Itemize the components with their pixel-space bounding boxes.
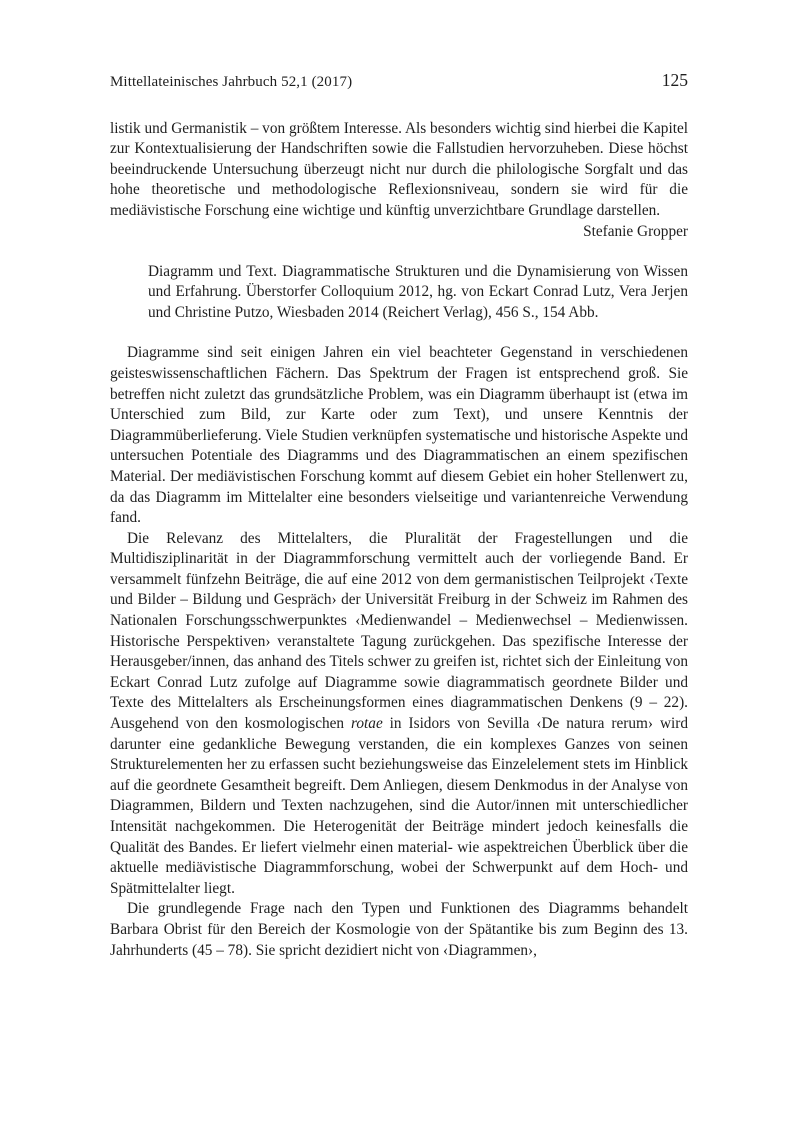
review-bibliographic-citation: Diagramm und Text. Diagrammatische Strukturen und die Dynamisierung von Wissen und Erfahrung. Überstorfer Colloquium 2012, hg. von Eckart Conrad Lutz, Vera Jerjen und Christine Putzo, Wiesbaden 2014 (Reichert Verlag), 456 S., 154 Abb.	[148, 262, 688, 321]
page-body	[110, 119, 688, 962]
review-paragraph-1: Diagramme sind seit einigen Jahren ein viel beachteter Gegenstand in verschiedenen geisteswissenschaftlichen Fächern. Das Spektrum der Fragen ist entsprechend groß. Sie betreffen nicht zuletzt das grundsätzliche Problem, was ein Diagramm überhaupt ist (etwa im Unterschied zum Bild, zur Karte oder zum Text), und unsere Kenntnis der Diagrammüberlieferung. Viele Studien verknüpfen systematische und historische Aspekte und untersuchen Potentiale des Diagramms und des Diagrammatischen an einem spezifischen Material. Der mediävistischen Forschung kommt auf diesem Gebiet ein hoher Stellenwert zu, da das Diagramm im Mittelalter eine besonders vielseitige und variantenreiche Verwendung fand.	[110, 344, 688, 527]
review-paragraph-3: Die grundlegende Frage nach den Typen und Funktionen des Diagramms behandelt Barbara Obrist für den Bereich der Kosmologie von der Spätantike bis zum Beginn des 13. Jahrhunderts (45 – 78). Sie spricht dezidiert nicht von ‹Diagrammen›,	[110, 900, 688, 959]
running-header	[110, 70, 688, 93]
review-paragraph-2-text-b: in Isidors von Sevilla ‹De natura rerum› wird darunter eine gedankliche Bewegung verstanden, die ein komplexes Ganzes von seinen Strukturelementen her zu erfassen sucht beziehungsweise das Einzelelement stets im Hinblick auf die geordnete Gesamtheit begreift. Dem Anliegen, diesem Denkmodus in der Analyse von Diagrammen, Bildern und Texten nachzugehen, sind die Autor/innen mit unterschiedlicher Intensität nachgekommen. Die Heterogenität der Beiträge mindert jedoch keinesfalls die Qualität des Bandes. Er liefert vielmehr einen material- wie aspektreichen Überblick über die aktuelle mediävistische Diagrammforschung, wobei der Schwerpunkt auf dem Hoch- und Spätmittelalter liegt.	[110, 715, 688, 897]
running-header-journal-title: Mittellateinisches Jahrbuch 52,1 (2017)	[110, 74, 353, 90]
previous-review-text: listik und Germanistik – von größtem Interesse. Als besonders wichtig sind hierbei die Kapitel zur Kontextualisierung der Handschriften sowie die Fallstudien hervorzuheben. Diese höchst beeindruckende Untersuchung überzeugt nicht nur durch die philologische Sorgfalt und das hohe theoretische und methodologische Reflexionsniveau, sondern sie wird für die mediävistische Forschung eine wichtige und künftig unverzichtbare Grundlage darstellen.	[110, 119, 688, 219]
review-paragraph-2	[110, 529, 688, 900]
italic-term-rotae: rotae	[351, 715, 383, 733]
page-number: 125	[661, 70, 688, 90]
previous-review-final-paragraph	[110, 119, 688, 240]
reviewer-signature: Stefanie Gropper	[583, 222, 688, 240]
review-paragraph-2-text-a: Die Relevanz des Mittelalters, die Pluralität der Fragestellungen und die Multidisziplinarität in der Diagrammforschung vermittelt auch der vorliegende Band. Er versammelt fünfzehn Beiträge, die auf eine 2012 von dem germanistischen Teilprojekt ‹Texte und Bilder – Bildung und Gespräch› der Universität Freiburg in der Schweiz im Rahmen des Nationalen Forschungsschwerpunktes ‹Medienwandel – Medienwechsel – Medienwissen. Historische Perspektiven› veranstaltete Tagung zurückgehen. Das spezifische Interesse der Herausgeber/innen, das anhand des Titels schwer zu greifen ist, richtet sich der Einleitung von Eckart Conrad Lutz zufolge auf Diagramme sowie diagrammatisch geordnete Bilder und Texte des Mittelalters als Erscheinungsformen eines diagrammatischen Denkens (9 – 22). Ausgehend von den kosmologischen	[110, 529, 688, 733]
